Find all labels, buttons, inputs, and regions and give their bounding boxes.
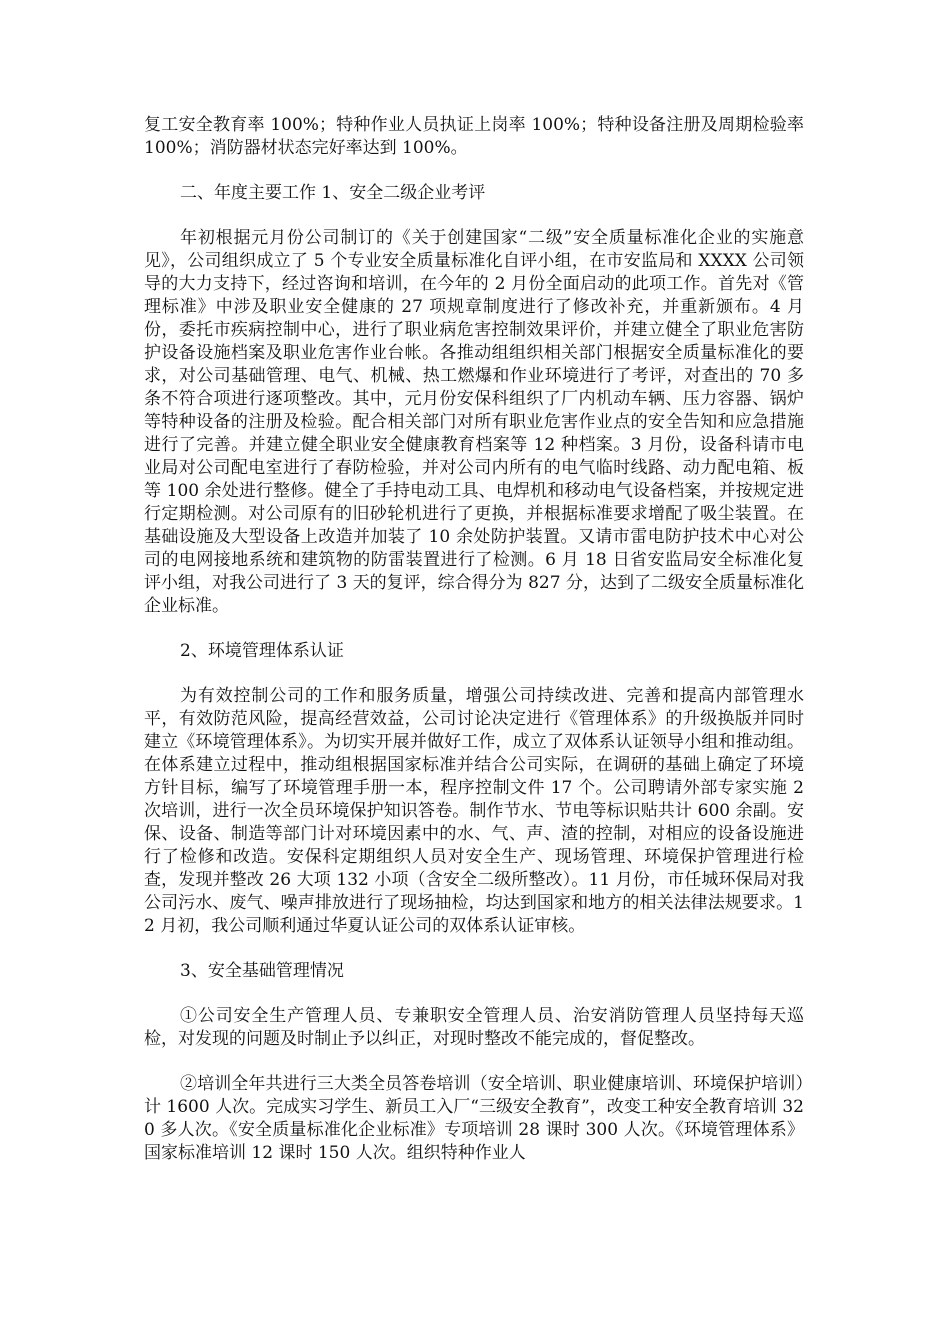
paragraph-training: ②培训全年共进行三大类全员答卷培训（安全培训、职业健康培训、环境保护培训）计 1600 人次。完成实习学生、新员工入厂“三级安全教育”，改变工种安全教育培训 320 多人次。《安全质量标准化企业标准》专项培训 28 课时 300 人次。《环境管理体系》国家标准培训 12 课时 150 人次。组织特种作业人 [144,1074,804,1163]
paragraph-safety-rates: 复工安全教育率 100%；特种作业人员执证上岗率 100%；特种设备注册及周期检验率 100%；消防器材状态完好率达到 100%。 [144,115,804,158]
section-heading-safety-management: 3、安全基础管理情况 [180,961,344,981]
section-heading-environment-certification: 2、环境管理体系认证 [180,641,344,661]
paragraph-environment-certification: 为有效控制公司的工作和服务质量，增强公司持续改进、完善和提高内部管理水平，有效防范风险，提高经营效益，公司讨论决定进行《管理体系》的升级换版并同时建立《环境管理体系》。为切实开展并做好工作，成立了双体系认证领导小组和推动组。在体系建立过程中，推动组根据国家标准并结合公司实际，在调研的基础上确定了环境方针目标，编写了环境管理手册一本，程序控制文件 17 个。公司聘请外部专家实施 2 次培训，进行一次全员环境保护知识答卷。制作节水、节电等标识贴共计 600 余副。安保、设备、制造等部门计对环境因素中的水、气、声、渣的控制，对相应的设备设施进行了检修和改造。安保科定期组织人员对安全生产、现场管理、环境保护管理进行检查，发现并整改 26 大项 132 小项（含安全二级所整改）。11 月份，市任城环保局对我公司污水、废气、噪声排放进行了现场抽检，均达到国家和地方的相关法律法规要求。12 月初，我公司顺利通过华夏认证公司的双体系认证审核。 [144,686,804,936]
paragraph-safety-grade-evaluation: 年初根据元月份公司制订的《关于创建国家“二级”安全质量标准化企业的实施意见》，公司组织成立了 5 个专业安全质量标准化自评小组，在市安监局和 XXXX 公司领导的大力支持下，经过咨询和培训，在今年的 2 月份全面启动的此项工作。首先对《管理标准》中涉及职业安全健康的 27 项规章制度进行了修改补充，并重新颁布。4 月份，委托市疾病控制中心，进行了职业病危害控制效果评价，并建立健全了职业危害防护设备设施档案及职业危害作业台帐。各推动组组织相关部门根据安全质量标准化的要求，对公司基础管理、电气、机械、热工燃爆和作业环境进行了考评，对查出的 70 多条不符合项进行逐项整改。其中，元月份安保科组织了厂内机动车辆、压力容器、锅炉等特种设备的注册及检验。配合相关部门对所有职业危害作业点的安全告知和应急措施进行了完善。并建立健全职业安全健康教育档案等 12 种档案。3 月份，设备科请市电业局对公司配电室进行了春防检验，并对公司内所有的电气临时线路、动力配电箱、板等 100 余处进行整修。健全了手持电动工具、电焊机和移动电气设备档案，并按规定进行定期检测。对公司原有的旧砂轮机进行了更换，并根据标准要求增配了吸尘装置。在基础设施及大型设备上改造并加装了 10 余处防护装置。又请市雷电防护技术中心对公司的电网接地系统和建筑物的防雷装置进行了检测。6 月 18 日省安监局安全标准化复评小组，对我公司进行了 3 天的复评，综合得分为 827 分，达到了二级安全质量标准化企业标准。 [144,228,804,616]
section-heading-annual-work: 二、年度主要工作 1、安全二级企业考评 [180,183,486,203]
paragraph-daily-inspection: ①公司安全生产管理人员、专兼职安全管理人员、治安消防管理人员坚持每天巡检，对发现的问题及时制止予以纠正，对现时整改不能完成的，督促整改。 [144,1006,804,1049]
document-body [144,114,804,1165]
